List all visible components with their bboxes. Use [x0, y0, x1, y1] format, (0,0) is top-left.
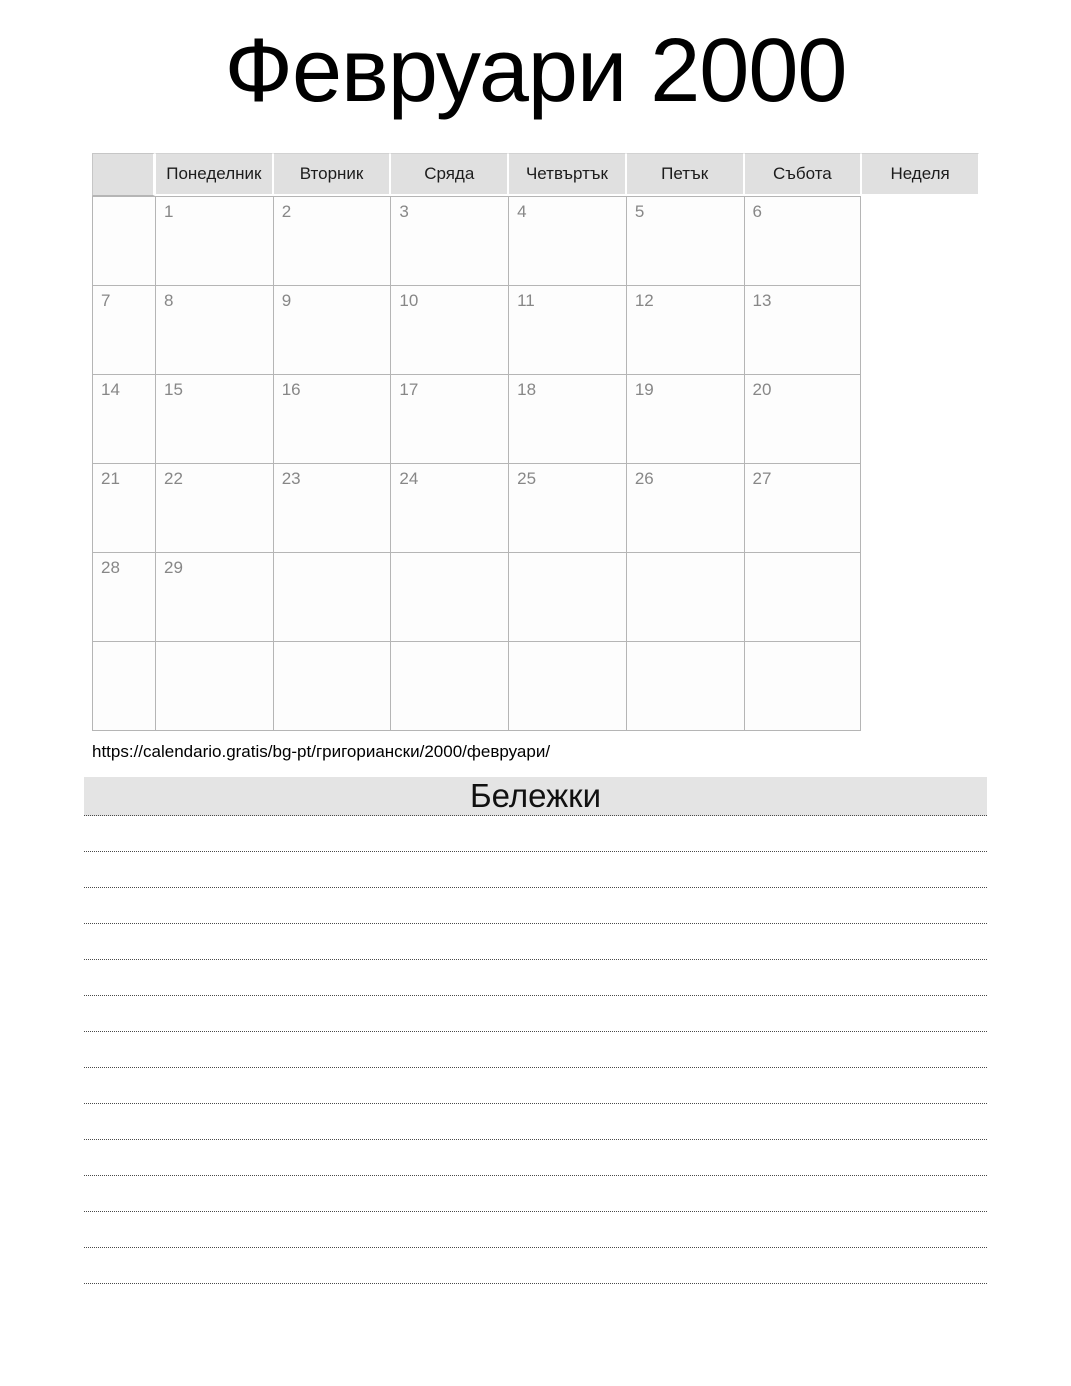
day-cell [744, 641, 862, 731]
notes-line [84, 1248, 987, 1284]
day-cell [626, 641, 744, 731]
notes-section [84, 777, 987, 1284]
day-cell: 3 [390, 196, 508, 285]
day-cell: 21 [92, 463, 155, 552]
day-cell: 18 [508, 374, 626, 463]
day-cell [626, 552, 744, 641]
weekday-header-wednesday: Сряда [390, 153, 508, 196]
notes-heading: Бележки [84, 777, 987, 816]
day-cell: 4 [508, 196, 626, 285]
notes-lines [84, 816, 987, 1284]
day-cell: 17 [390, 374, 508, 463]
day-cell: 2 [273, 196, 391, 285]
day-cell: 6 [744, 196, 862, 285]
weekday-header-friday: Петък [626, 153, 744, 196]
weekday-header-row [92, 153, 979, 196]
weekday-header-monday: Понеделник [155, 153, 273, 196]
day-cell [155, 641, 273, 731]
calendar-table [92, 153, 979, 731]
day-cell [744, 552, 862, 641]
day-cell: 8 [155, 285, 273, 374]
week-gutter-column [92, 153, 155, 196]
notes-line [84, 1032, 987, 1068]
day-cell: 10 [390, 285, 508, 374]
day-cell: 9 [273, 285, 391, 374]
day-cell: 26 [626, 463, 744, 552]
day-cell: 7 [92, 285, 155, 374]
day-cell: 19 [626, 374, 744, 463]
notes-line [84, 1104, 987, 1140]
day-cell: 16 [273, 374, 391, 463]
day-cell [92, 641, 155, 731]
notes-line [84, 1212, 987, 1248]
day-cell: 15 [155, 374, 273, 463]
weekday-header-sunday: Неделя [861, 153, 979, 196]
weekday-header-tuesday: Вторник [273, 153, 391, 196]
day-cell [92, 196, 155, 285]
day-cell: 29 [155, 552, 273, 641]
day-cell: 12 [626, 285, 744, 374]
day-cell: 14 [92, 374, 155, 463]
calendar [92, 153, 1071, 731]
notes-line [84, 1176, 987, 1212]
day-cell [508, 641, 626, 731]
week-row [92, 552, 979, 641]
notes-line [84, 888, 987, 924]
day-cell: 27 [744, 463, 862, 552]
week-row [92, 285, 979, 374]
day-cell [390, 552, 508, 641]
notes-line [84, 960, 987, 996]
weekday-header-thursday: Четвъртък [508, 153, 626, 196]
day-cell [508, 552, 626, 641]
day-cell: 20 [744, 374, 862, 463]
weekday-header-saturday: Събота [744, 153, 862, 196]
notes-line [84, 1140, 987, 1176]
source-url: https://calendario.gratis/bg-pt/григориански/2000/февруари/ [92, 741, 551, 761]
day-cell: 28 [92, 552, 155, 641]
day-cell: 1 [155, 196, 273, 285]
notes-line [84, 996, 987, 1032]
day-cell [273, 641, 391, 731]
page-title: Февруари 2000 [224, 21, 847, 121]
week-row [92, 463, 979, 552]
week-row [92, 641, 979, 731]
day-cell: 23 [273, 463, 391, 552]
notes-line [84, 1068, 987, 1104]
week-row [92, 374, 979, 463]
notes-line [84, 816, 987, 852]
notes-line [84, 852, 987, 888]
day-cell [390, 641, 508, 731]
day-cell: 25 [508, 463, 626, 552]
day-cell: 24 [390, 463, 508, 552]
day-cell: 22 [155, 463, 273, 552]
day-cell [273, 552, 391, 641]
notes-line [84, 924, 987, 960]
day-cell: 13 [744, 285, 862, 374]
day-cell: 11 [508, 285, 626, 374]
week-row [92, 196, 979, 285]
day-cell: 5 [626, 196, 744, 285]
